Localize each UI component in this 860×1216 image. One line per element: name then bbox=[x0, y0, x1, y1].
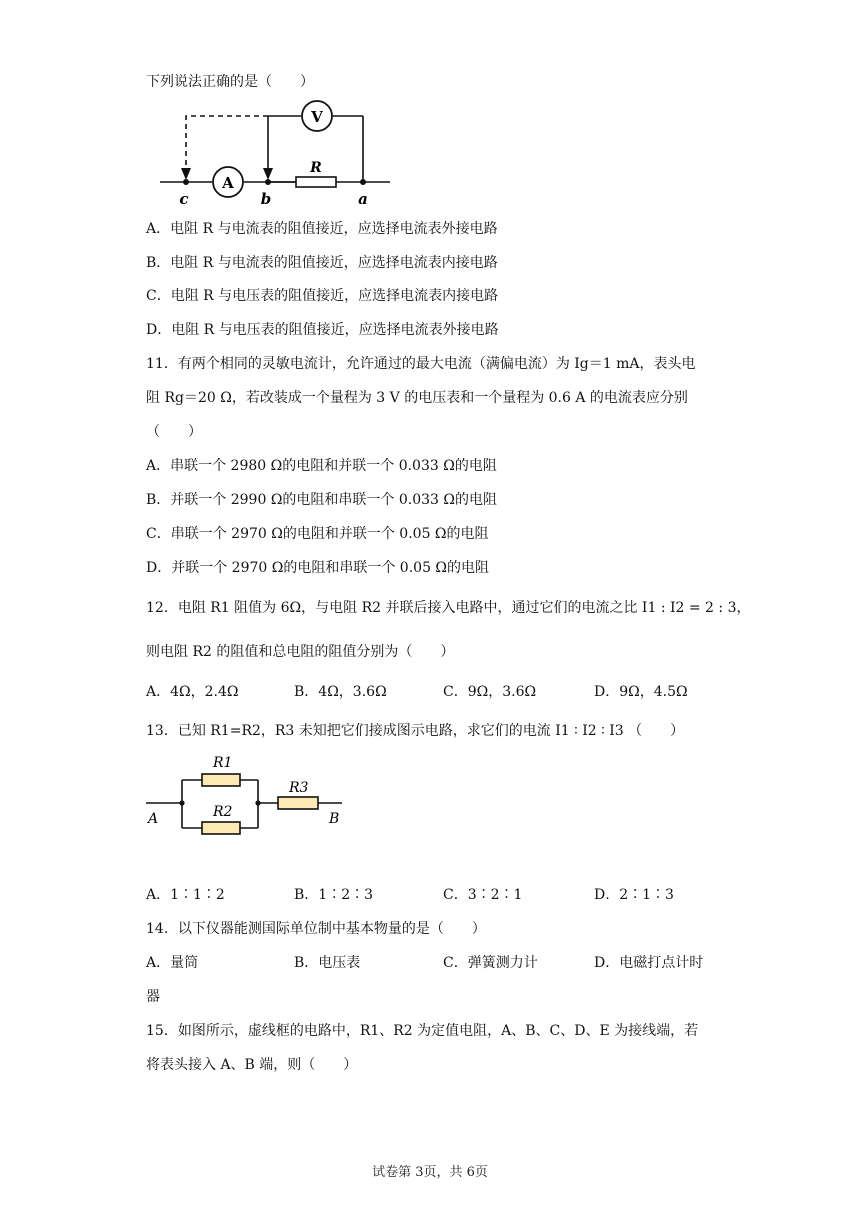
r3-label: R3 bbox=[289, 780, 309, 796]
q13-option-a: A．1∶1∶2 bbox=[146, 887, 225, 903]
terminal-c-label: c bbox=[179, 190, 189, 208]
q13-option-b: B．1∶2∶3 bbox=[294, 887, 374, 903]
q10-option-c: C．电阻 R 与电压表的阻值接近，应选择电流表内接电路 bbox=[146, 288, 499, 304]
q15-line-1: 15．如图所示，虚线框的电路中，R1、R2 为定值电阻，A、B、C、D、E 为接线端，若 bbox=[146, 1023, 699, 1039]
q13-option-d: D．2∶1∶3 bbox=[594, 887, 674, 903]
q12-option-a: A．4Ω，2.4Ω bbox=[146, 684, 239, 700]
q10-circuit-diagram bbox=[158, 100, 418, 212]
terminal-b-label: b bbox=[260, 190, 272, 208]
q14-option-c: C．弹簧测力计 bbox=[443, 955, 538, 971]
q10-option-a: A．电阻 R 与电流表的阻值接近，应选择电流表外接电路 bbox=[146, 221, 498, 237]
q10-option-d: D．电阻 R 与电压表的阻值接近，应选择电流表外接电路 bbox=[146, 322, 499, 338]
ammeter-label: A bbox=[222, 174, 234, 192]
q11-line-1: 11．有两个相同的灵敏电流计，允许通过的最大电流（满偏电流）为 Ig＝1 mA，表头电 bbox=[146, 356, 696, 372]
q14-option-d: D．电磁打点计时 bbox=[594, 955, 704, 971]
q12-option-b: B．4Ω，3.6Ω bbox=[294, 684, 387, 700]
q11-option-b: B．并联一个 2990 Ω的电阻和串联一个 0.033 Ω的电阻 bbox=[146, 492, 498, 508]
terminal-b-label: B bbox=[329, 811, 340, 827]
q13-option-c: C．3∶2∶1 bbox=[443, 887, 523, 903]
q10-option-b: B．电阻 R 与电流表的阻值接近，应选择电流表内接电路 bbox=[146, 255, 498, 271]
q12-line-2: 则电阻 R2 的阻值和总电阻的阻值分别为（ ） bbox=[146, 644, 455, 660]
q11-option-d: D．并联一个 2970 Ω的电阻和串联一个 0.05 Ω的电阻 bbox=[146, 560, 490, 576]
q11-line-2: 阻 Rg＝20 Ω，若改装成一个量程为 3 V 的电压表和一个量程为 0.6 A 的电流表应分别 bbox=[146, 390, 688, 406]
q13-circuit-diagram bbox=[146, 750, 356, 846]
q13-stem: 13．已知 R1=R2，R3 未知把它们接成图示电路，求它们的电流 I1 ∶ I2 ∶ I3 （ ） bbox=[146, 723, 685, 739]
resistor-r-label: R bbox=[310, 160, 322, 176]
voltmeter-label: V bbox=[311, 108, 323, 126]
terminal-a-label: a bbox=[358, 190, 368, 208]
terminal-a-label: A bbox=[148, 811, 159, 827]
q14-option-a: A．量筒 bbox=[146, 955, 199, 971]
r1-label: R1 bbox=[213, 755, 233, 771]
q10-stem: 下列说法正确的是（ ） bbox=[146, 74, 314, 90]
q14-option-b: B．电压表 bbox=[294, 955, 361, 971]
q12-option-c: C．9Ω，3.6Ω bbox=[443, 684, 537, 700]
q14-option-d-wrap: 器 bbox=[146, 989, 160, 1005]
q12-line-1: 12．电阻 R1 阻值为 6Ω，与电阻 R2 并联后接入电路中，通过它们的电流之比 I1 : I2 = 2 : 3， bbox=[146, 600, 751, 616]
r2-label: R2 bbox=[213, 804, 233, 820]
page-footer: 试卷第 3页，共 6页 bbox=[372, 1165, 488, 1180]
q15-line-2: 将表头接入 A、B 端，则（ ） bbox=[146, 1057, 358, 1073]
q14-stem: 14．以下仪器能测国际单位制中基本物量的是（ ） bbox=[146, 921, 486, 937]
q11-option-a: A．串联一个 2980 Ω的电阻和并联一个 0.033 Ω的电阻 bbox=[146, 458, 497, 474]
q11-line-3: （ ） bbox=[146, 424, 202, 440]
q12-option-d: D．9Ω，4.5Ω bbox=[594, 684, 688, 700]
q11-option-c: C．串联一个 2970 Ω的电阻和并联一个 0.05 Ω的电阻 bbox=[146, 526, 489, 542]
